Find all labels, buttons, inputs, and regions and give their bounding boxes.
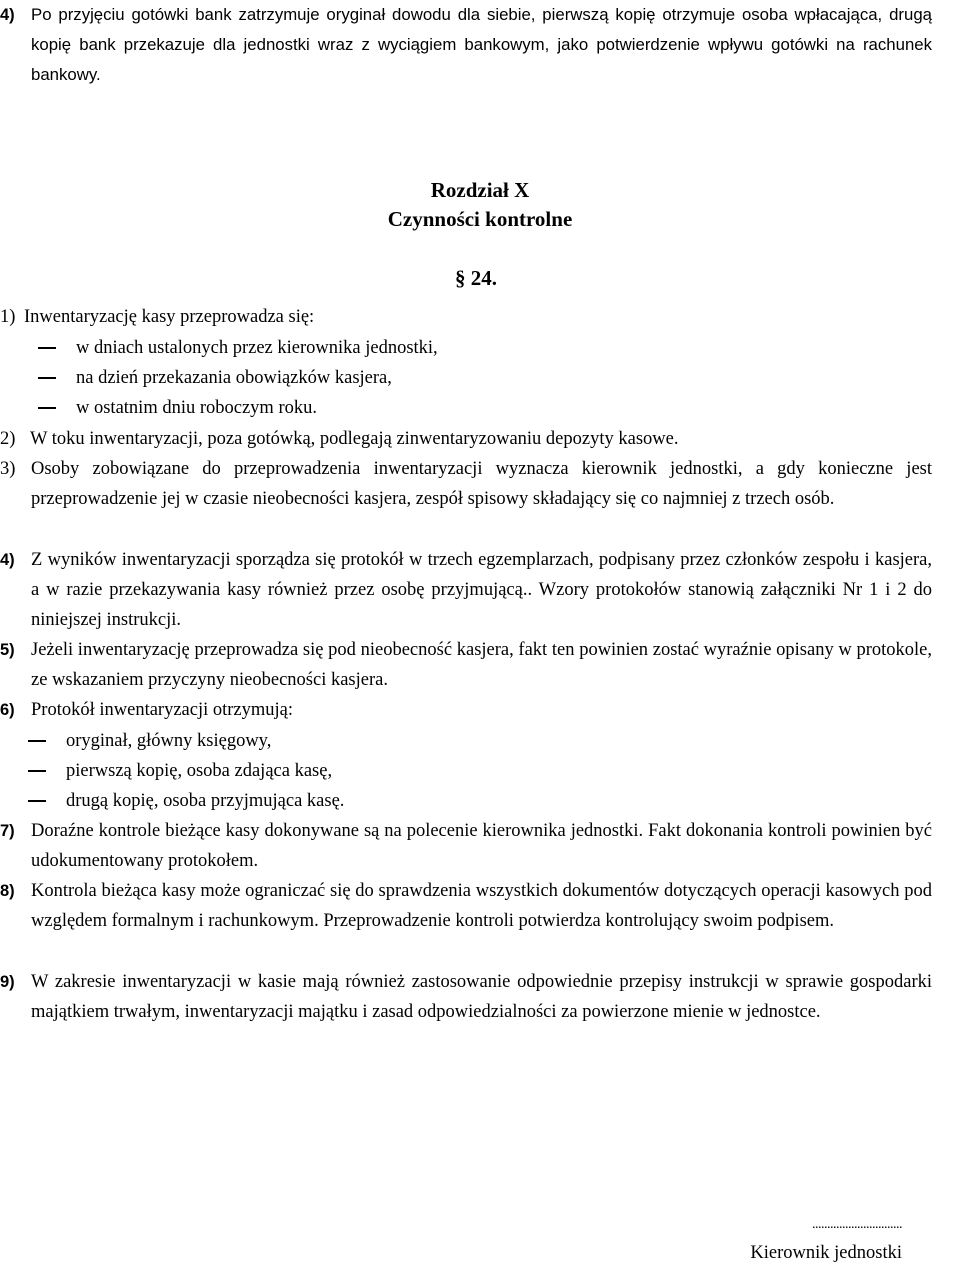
item-text: Jeżeli inwentaryzację przeprowadza się pod nieobecność kasjera, fakt ten powinien zostać wyraźnie opisany w protokole, ze wskazaniem przyczyny nieobecności kasjera. bbox=[31, 640, 932, 690]
item-text: W zakresie inwentaryzacji w kasie mają również zastosowanie odpowiednie przepisy instrukcji w sprawie gospodarki majątkiem trwałym, inwentaryzacji majątku i zasad odpowiedzialności za powierzone mienie w jednostce. bbox=[31, 972, 932, 1022]
item-number: 7) bbox=[0, 822, 15, 840]
item-number: 9) bbox=[0, 973, 15, 991]
item-4 bbox=[0, 545, 932, 635]
item-number: 4) bbox=[0, 551, 15, 569]
item-2 bbox=[0, 424, 932, 454]
signature-dots: .............................. bbox=[812, 1217, 902, 1232]
item-text: Protokół inwentaryzacji otrzymują: bbox=[31, 700, 294, 720]
item-number: 5) bbox=[0, 641, 15, 659]
item-text: Inwentaryzację kasy przeprowadza się: bbox=[24, 307, 315, 327]
chapter-subtitle: Czynności kontrolne bbox=[387, 207, 573, 231]
item-8 bbox=[0, 876, 932, 936]
item-number: 8) bbox=[0, 882, 15, 900]
dash-item: w ostatnim dniu roboczym roku. bbox=[38, 393, 317, 423]
item-number: 4) bbox=[0, 6, 15, 24]
item-4-top bbox=[0, 0, 932, 90]
signature-label: Kierownik jednostki bbox=[750, 1243, 902, 1263]
paragraph-number: § 24. bbox=[455, 266, 497, 290]
item-9 bbox=[0, 967, 932, 1027]
item-text: Osoby zobowiązane do przeprowadzenia inwentaryzacji wyznacza kierownik jednostki, a gdy konieczne jest przeprowadzenie jej w czasie nieobecności kasjera, zespół spisowy składający się co najmniej z trzech osób. bbox=[31, 459, 932, 509]
item-5 bbox=[0, 635, 932, 695]
item-text: Po przyjęciu gotówki bank zatrzymuje oryginał dowodu dla siebie, pierwszą kopię otrzymuje osoba wpłacająca, drugą kopię bank przekazuje dla jednostki wraz z wyciągiem bankowym, jako potwierdzenie wpływu gotówki na rachunek bankowy. bbox=[31, 5, 932, 84]
item-3 bbox=[0, 454, 932, 514]
item-number: 3) bbox=[0, 459, 16, 479]
item-number: 6) bbox=[0, 701, 15, 719]
item-number: 2) bbox=[0, 429, 16, 449]
item-text: Doraźne kontrole bieżące kasy dokonywane są na polecenie kierownika jednostki. Fakt dokonania kontroli powinien być udokumentowany protokołem. bbox=[31, 821, 932, 871]
dash-item: w dniach ustalonych przez kierownika jednostki, bbox=[38, 333, 438, 363]
item-6 bbox=[0, 695, 932, 725]
dash-item: pierwszą kopię, osoba zdająca kasę, bbox=[28, 756, 332, 786]
item-text: Kontrola bieżąca kasy może ograniczać się do sprawdzenia wszystkich dokumentów dotyczących operacji kasowych pod względem formalnym i rachunkowym. Przeprowadzenie kontroli potwierdza kontrolujący swoim podpisem. bbox=[31, 881, 932, 931]
chapter-title: Rozdział X bbox=[430, 178, 530, 202]
item-number: 1) bbox=[0, 307, 16, 327]
item-text: W toku inwentaryzacji, poza gotówką, podlegają zinwentaryzowaniu depozyty kasowe. bbox=[30, 429, 679, 449]
dash-item: oryginał, główny księgowy, bbox=[28, 726, 271, 756]
item-7 bbox=[0, 816, 932, 876]
item-text: Z wyników inwentaryzacji sporządza się protokół w trzech egzemplarzach, podpisany przez członków zespołu i kasjera, a w razie przekazywania kasy również przez osobę przyjmującą.. Wzory protokołów stanowią załączniki Nr 1 i 2 do niniejszej instrukcji. bbox=[31, 550, 932, 630]
dash-item: na dzień przekazania obowiązków kasjera, bbox=[38, 363, 392, 393]
item-1 bbox=[0, 302, 932, 332]
dash-item: drugą kopię, osoba przyjmująca kasę. bbox=[28, 786, 344, 816]
